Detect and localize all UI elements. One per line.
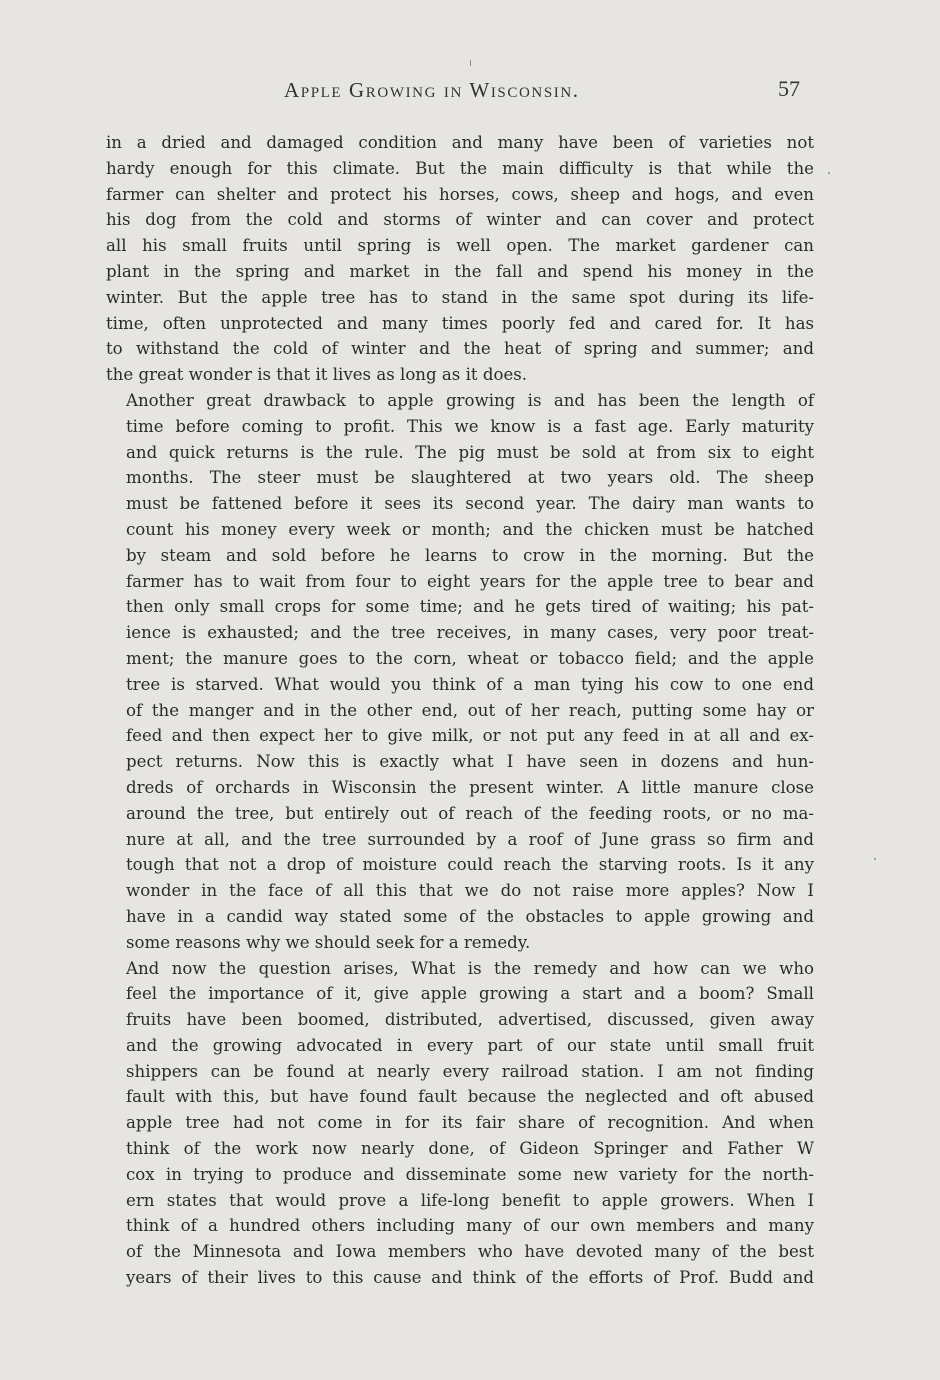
text-line: tree is starved. What would you think of a man tying his cow to one end <box>126 674 814 694</box>
text-line: in a dried and damaged condition and many have been of varieties not <box>106 133 814 152</box>
text-line: pect returns. Now this is exactly what I have seen in dozens and hun- <box>126 752 814 772</box>
text-line: cox in trying to produce and disseminate some new variety for the north- <box>126 1164 814 1184</box>
text-line: fault with this, but have found fault because the neglected and oft abused <box>126 1087 814 1107</box>
text-line: think of a hundred others including many of our own members and many <box>126 1216 814 1236</box>
text-line: Another great drawback to apple growing is and has been the length of <box>126 390 814 410</box>
text-line: all his small fruits until spring is well open. The market gardener can <box>106 236 814 256</box>
text-line: some reasons why we should seek for a remedy. <box>126 932 531 952</box>
text-line: the great wonder is that it lives as long as it does. <box>106 365 528 385</box>
text-line: around the tree, but entirely out of reach of the feeding roots, or no ma- <box>126 803 814 823</box>
text-line: of the manger and in the other end, out of her reach, putting some hay or <box>126 700 814 720</box>
text-line: feed and then expect her to give milk, or not put any feed in at all and ex- <box>126 726 814 746</box>
text-line: must be fattened before it sees its second year. The dairy man wants to <box>126 494 814 514</box>
text-line: wonder in the face of all this that we do not raise more apples? Now I <box>126 881 814 901</box>
text-line: then only small crops for some time; and he gets tired of waiting; his pat- <box>126 597 814 617</box>
paragraph-3 <box>106 956 814 1291</box>
text-line: shippers can be found at nearly every railroad station. I am not finding <box>126 1061 814 1081</box>
text-line: nure at all, and the tree surrounded by a roof of June grass so firm and <box>126 829 814 849</box>
text-line: ment; the manure goes to the corn, wheat or tobacco field; and the apple <box>126 648 814 668</box>
paper-speck <box>470 60 471 66</box>
body-text <box>106 130 814 1291</box>
text-line: ience is exhausted; and the tree receives, in many cases, very poor treat- <box>126 623 814 643</box>
text-line: time, often unprotected and many times poorly fed and cared for. It has <box>106 313 814 333</box>
text-line: tough that not a drop of moisture could reach the starving roots. Is it any <box>126 855 814 875</box>
text-line: and the growing advocated in every part of our state until small fruit <box>126 1035 814 1055</box>
running-title: Apple Growing in Wisconsin. <box>284 78 580 102</box>
text-line: and quick returns is the rule. The pig must be sold at from six to eight <box>126 442 814 462</box>
text-line: his dog from the cold and storms of winter and can cover and protect <box>106 210 814 230</box>
page-number: 57 <box>778 76 800 101</box>
paragraph-2 <box>106 388 814 956</box>
text-line: think of the work now nearly done, of Gideon Springer and Father W <box>126 1139 814 1159</box>
text-line: And now the question arises, What is the remedy and how can we who <box>126 958 814 978</box>
text-line: years of their lives to this cause and think of the efforts of Prof. Budd and <box>126 1268 814 1288</box>
text-line: have in a candid way stated some of the obstacles to apple growing and <box>126 906 814 926</box>
text-line: time before coming to profit. This we know is a fast age. Early maturity <box>126 416 814 436</box>
text-line: of the Minnesota and Iowa members who have devoted many of the best <box>126 1242 814 1262</box>
text-line: apple tree had not come in for its fair share of recognition. And when <box>126 1113 814 1133</box>
text-line: hardy enough for this climate. But the main difficulty is that while the <box>106 158 814 178</box>
text-line: fruits have been boomed, distributed, advertised, discussed, given away <box>126 1010 814 1030</box>
text-line: winter. But the apple tree has to stand in the same spot during its life- <box>106 287 814 307</box>
text-line: feel the importance of it, give apple growing a start and a boom? Small <box>126 984 814 1004</box>
paper-speck <box>828 172 830 174</box>
text-line: ern states that would prove a life-long benefit to apple growers. When I <box>126 1190 814 1210</box>
paragraph-1 <box>106 130 814 388</box>
text-line: months. The steer must be slaughtered at two years old. The sheep <box>126 468 814 488</box>
text-line: count his money every week or month; and the chicken must be hatched <box>126 519 814 539</box>
text-line: by steam and sold before he learns to crow in the morning. But the <box>126 545 814 565</box>
text-line: dreds of orchards in Wisconsin the present winter. A little manure close <box>126 777 814 797</box>
running-head <box>104 78 800 106</box>
text-line: to withstand the cold of winter and the heat of spring and summer; and <box>106 339 814 359</box>
text-line: plant in the spring and market in the fall and spend his money in the <box>106 261 814 281</box>
text-line: farmer has to wait from four to eight years for the apple tree to bear and <box>126 571 814 591</box>
text-line: farmer can shelter and protect his horses, cows, sheep and hogs, and even <box>106 184 814 204</box>
paper-speck <box>874 858 876 860</box>
